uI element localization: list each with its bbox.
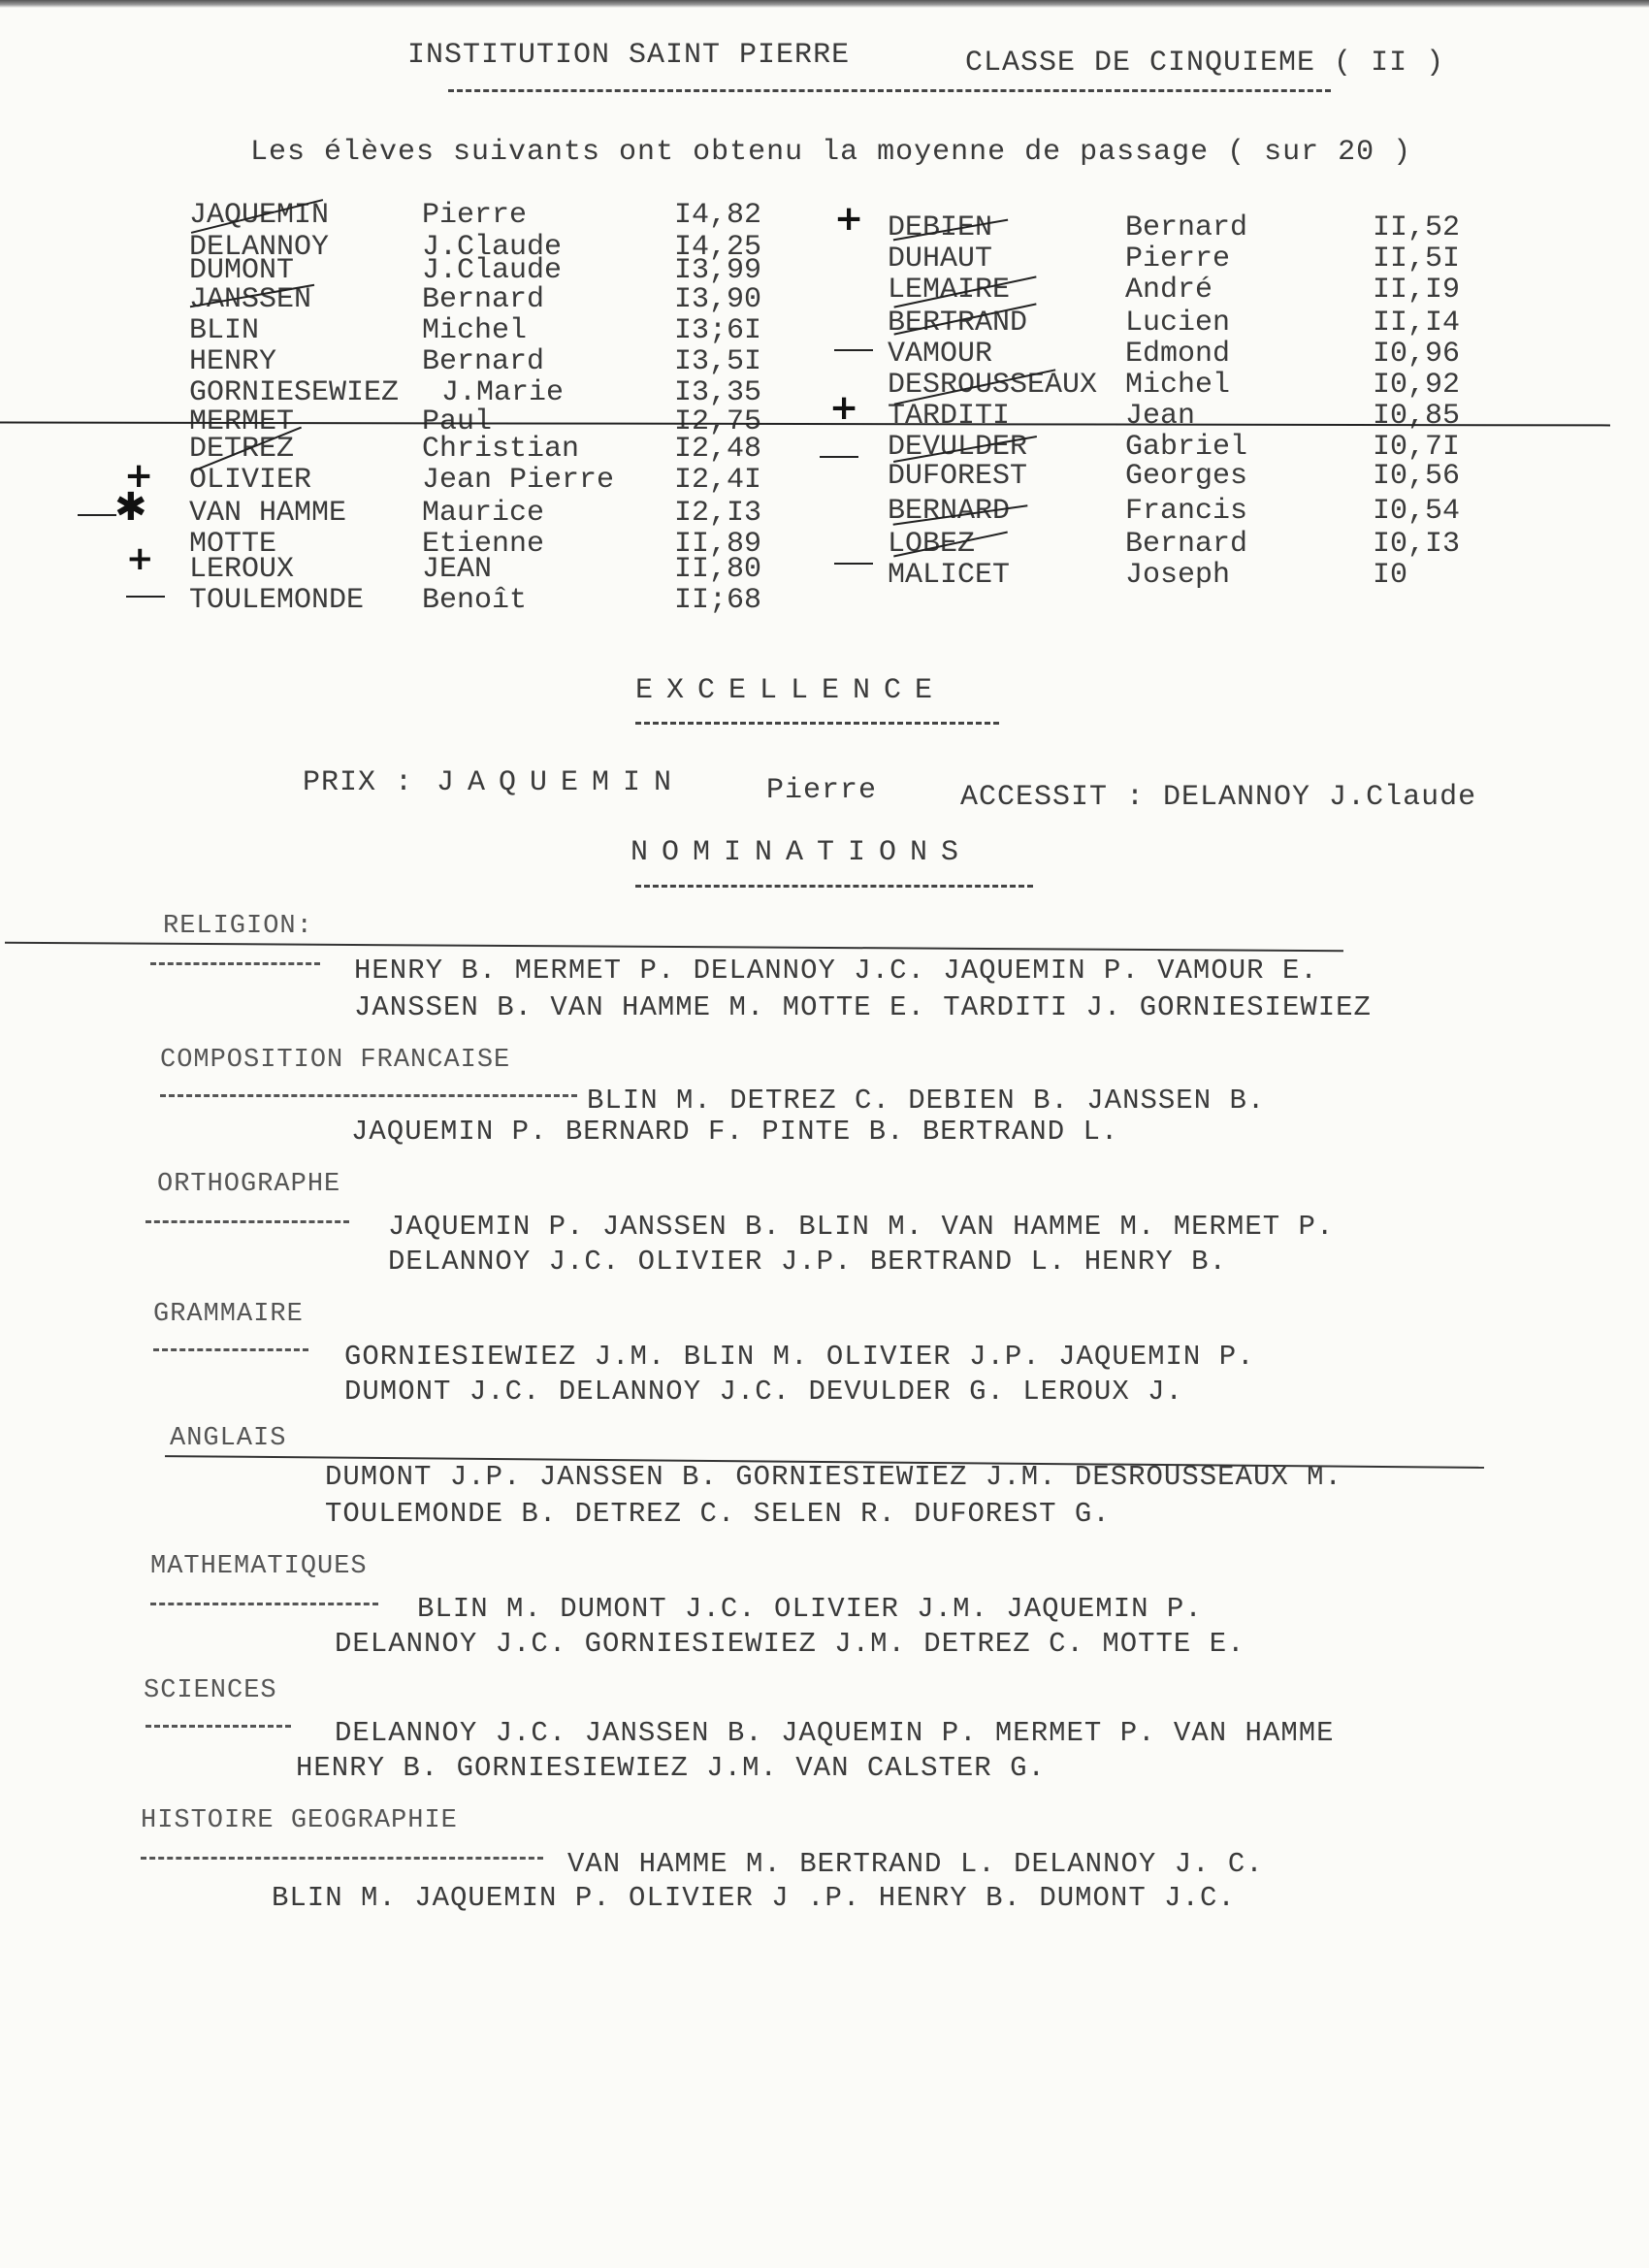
prix-label: PRIX : xyxy=(303,766,414,799)
class-title: CLASSE DE CINQUIEME ( II ) xyxy=(965,47,1445,80)
dash-mark xyxy=(834,349,873,351)
nomination-line: BLIN M. JAQUEMIN P. OLIVIER J .P. HENRY B. DUMONT J.C. xyxy=(272,1882,1236,1914)
nomination-line: DELANNOY J.C. GORNIESIEWIEZ J.M. DETREZ C. MOTTE E. xyxy=(335,1628,1245,1660)
subject-leader xyxy=(150,1603,378,1605)
nomination-line: DUMONT J.P. JANSSEN B. GORNIESIEWIEZ J.M. DESROUSSEAUX M. xyxy=(325,1461,1342,1493)
dash-mark xyxy=(820,456,858,458)
nomination-line: DUMONT J.C. DELANNOY J.C. DEVULDER G. LEROUX J. xyxy=(344,1376,1183,1408)
excellence-heading: EXCELLENCE xyxy=(635,674,947,707)
subject-label: ORTHOGRAPHE xyxy=(157,1170,341,1199)
dash-mark xyxy=(834,563,873,565)
nominations-underline xyxy=(635,885,1033,888)
dash-mark xyxy=(78,514,116,516)
institution-title: INSTITUTION SAINT PIERRE xyxy=(407,39,851,72)
nomination-line: JANSSEN B. VAN HAMME M. MOTTE E. TARDITI J. GORNIESIEWIEZ xyxy=(354,991,1372,1023)
cross-mark: + xyxy=(126,539,154,578)
nomination-line: DELANNOY J.C. JANSSEN B. JAQUEMIN P. MERMET P. VAN HAMME xyxy=(335,1717,1335,1749)
subject-label: RELIGION: xyxy=(163,912,313,941)
nomination-line: BLIN M. DETREZ C. DEBIEN B. JANSSEN B. xyxy=(587,1085,1266,1117)
cross-mark: + xyxy=(124,456,154,496)
header-underline xyxy=(448,89,1331,92)
subject-leader xyxy=(146,1220,349,1223)
subject-leader xyxy=(141,1857,543,1860)
subject-label: SCIENCES xyxy=(144,1676,277,1705)
subject-label: ANGLAIS xyxy=(170,1424,287,1453)
nomination-line: GORNIESIEWIEZ J.M. BLIN M. OLIVIER J.P. JAQUEMIN P. xyxy=(344,1341,1255,1373)
cross-mark: + xyxy=(829,388,859,428)
page-top-edge xyxy=(0,0,1649,8)
subject-leader xyxy=(153,1348,308,1351)
subject-label: MATHEMATIQUES xyxy=(150,1552,368,1581)
intro-text: Les élèves suivants ont obtenu la moyenne de passage ( sur 20 ) xyxy=(250,136,1412,169)
subject-leader xyxy=(150,962,320,965)
prix-first: Pierre xyxy=(766,774,878,807)
nomination-line: JAQUEMIN P. BERNARD F. PINTE B. BERTRAND L. xyxy=(351,1116,1119,1148)
subject-label: HISTOIRE GEOGRAPHIE xyxy=(141,1806,458,1835)
subject-label: COMPOSITION FRANCAISE xyxy=(160,1046,511,1075)
nominations-heading: NOMINATIONS xyxy=(630,836,973,869)
subject-label: GRAMMAIRE xyxy=(153,1300,304,1329)
nomination-line: HENRY B. MERMET P. DELANNOY J.C. JAQUEMIN P. VAMOUR E. xyxy=(354,955,1318,987)
nomination-line: JAQUEMIN P. JANSSEN B. BLIN M. VAN HAMME M. MERMET P. xyxy=(388,1211,1335,1243)
nomination-line: HENRY B. GORNIESIEWIEZ J.M. VAN CALSTER G. xyxy=(296,1752,1046,1784)
nomination-line: VAN HAMME M. BERTRAND L. DELANNOY J. C. xyxy=(567,1848,1264,1880)
cross-mark: + xyxy=(834,199,864,239)
nomination-line: TOULEMONDE B. DETREZ C. SELEN R. DUFOREST G. xyxy=(325,1498,1111,1530)
prix-name: JAQUEMIN xyxy=(436,766,686,799)
cross-mark: ✱ xyxy=(114,485,147,530)
subject-leader xyxy=(160,1094,577,1097)
subject-leader xyxy=(146,1725,291,1728)
excellence-underline xyxy=(635,722,999,725)
accessit: ACCESSIT : DELANNOY J.Claude xyxy=(960,781,1477,814)
nomination-line: DELANNOY J.C. OLIVIER J.P. BERTRAND L. HENRY B. xyxy=(388,1246,1227,1278)
nomination-line: BLIN M. DUMONT J.C. OLIVIER J.M. JAQUEMIN P. xyxy=(417,1593,1203,1625)
strike-line xyxy=(5,942,1343,952)
dash-mark xyxy=(126,596,165,598)
